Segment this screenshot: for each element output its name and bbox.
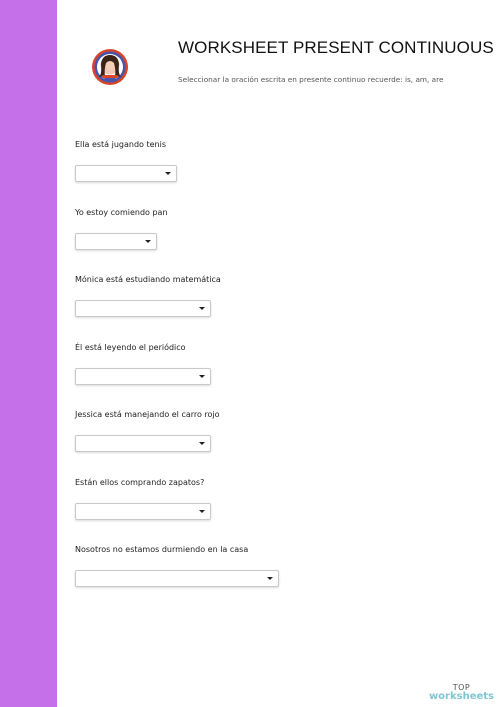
caret-down-icon [267, 577, 273, 580]
brand-top-text: TOP [452, 683, 471, 692]
question-1-text: Ella está jugando tenis [75, 140, 166, 149]
question-7-text: Nosotros no estamos durmiendo en la casa [75, 545, 249, 554]
question-4-select[interactable] [75, 368, 211, 385]
question-3-select[interactable] [75, 300, 211, 317]
question-5-text: Jessica está manejando el carro rojo [75, 410, 220, 419]
caret-down-icon [199, 442, 205, 445]
page-title: WORKSHEET PRESENT CONTINUOUS [178, 38, 494, 57]
question-3-text: Mónica está estudiando matemática [75, 275, 221, 284]
caret-down-icon [199, 307, 205, 310]
question-5-select[interactable] [75, 435, 211, 452]
question-2-select[interactable] [75, 233, 157, 250]
question-1-select[interactable] [75, 165, 177, 182]
teacher-portrait-logo-icon [91, 48, 129, 86]
brand-name-text: worksheets [428, 691, 494, 702]
question-6-select[interactable] [75, 503, 211, 520]
page-instructions: Seleccionar la oración escrita en presente continuo recuerde: is, am, are [178, 75, 444, 84]
question-6-text: Están ellos comprando zapatos? [75, 478, 205, 487]
caret-down-icon [199, 375, 205, 378]
question-2-text: Yo estoy comiendo pan [75, 208, 168, 217]
caret-down-icon [199, 510, 205, 513]
topworksheets-brand-logo [429, 684, 494, 702]
caret-down-icon [165, 172, 171, 175]
question-7-select[interactable] [75, 570, 279, 587]
sidebar-accent-bar [0, 0, 57, 707]
caret-down-icon [145, 240, 151, 243]
question-4-text: Él está leyendo el periódico [75, 343, 186, 352]
